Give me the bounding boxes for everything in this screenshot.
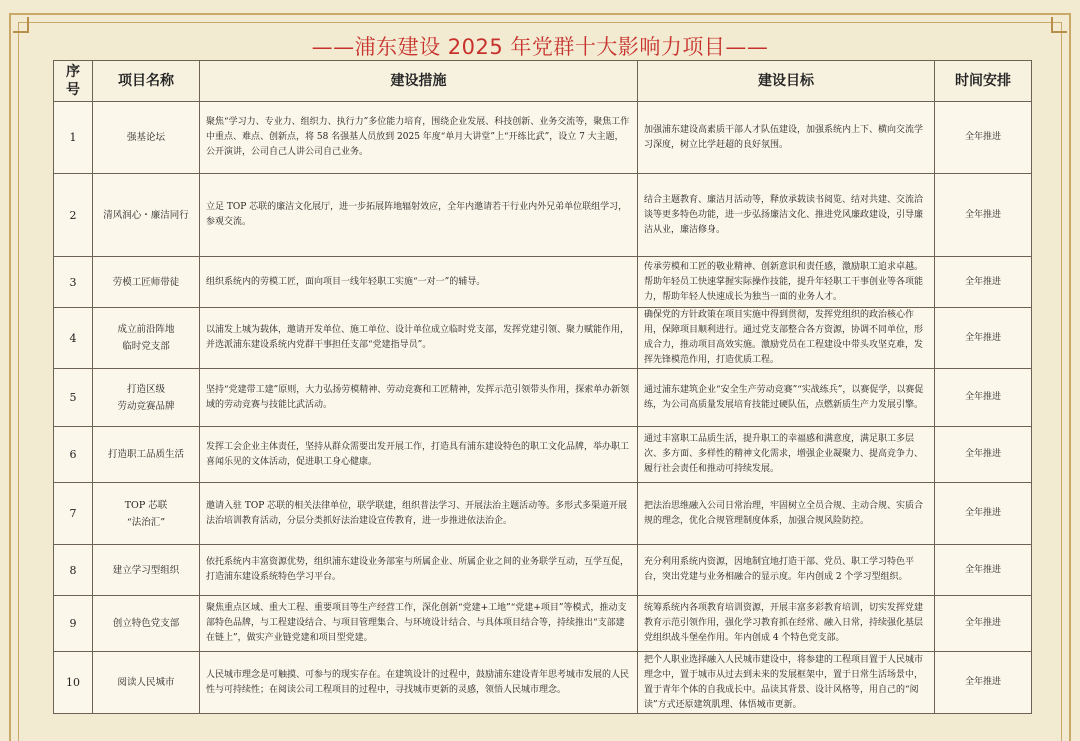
project-name-line: 阅读人民城市 — [117, 677, 175, 688]
project-name-line: 清风润心・廉洁同行 — [103, 209, 189, 221]
header-schedule: 时间安排 — [935, 61, 1032, 102]
construction-measures: 组织系统内的劳模工匠，面向项目一线年轻职工实施“一对一”的辅导。 — [200, 257, 638, 308]
row-number: 1 — [54, 102, 93, 174]
schedule: 全年推进 — [935, 483, 1032, 545]
construction-goals: 传承劳模和工匠的敬业精神、创新意识和责任感，激励职工追求卓越。帮助年轻员工快速掌握实际操作技能，提升年轻职工干事创业等各项能力，帮助年轻人快速成长为独当一面的业务人才。 — [638, 257, 935, 308]
row-number: 7 — [54, 483, 93, 545]
schedule: 全年推进 — [935, 427, 1032, 483]
project-name-line: 建立学习型组织 — [112, 564, 180, 576]
table-row — [54, 652, 1032, 714]
table-row — [54, 545, 1032, 596]
project-name — [93, 257, 200, 308]
row-number: 8 — [54, 545, 93, 596]
project-name-line: 创立特色党支部 — [112, 618, 180, 629]
construction-goals: 统筹系统内各项教育培训资源，开展丰富多彩教育培训，切实发挥党建教育示范引领作用，强化学习教育抓在经常、融入日常，持续强化基层党组织战斗堡垒作用。年内创成 4 个特色党支部。 — [638, 596, 935, 652]
row-number: 6 — [54, 427, 93, 483]
construction-measures: 聚焦“学习力、专业力、组织力、执行力”多位能力培育，围绕企业发展、科技创新、业务交流等，聚焦工作中重点、难点、创新点，将 58 名强基人员放到 2025 年度“单月大讲堂”上“开练比武”，设立 7 大主题，公开演讲，公司自己人讲公司自己业务。 — [200, 102, 638, 174]
table-row — [54, 596, 1032, 652]
construction-goals: 通过浦东建筑企业“安全生产劳动竞赛”“实战练兵”，以赛促学，以赛促练，为公司高质量发展培育技能过硬队伍，点燃新质生产力发展引擎。 — [638, 369, 935, 427]
row-number: 5 — [54, 369, 93, 427]
header-goals: 建设目标 — [638, 61, 935, 102]
construction-goals: 确保党的方针政策在项目实施中得到贯彻，发挥党组织的政治核心作用，保障项目顺利进行。通过党支部整合各方资源，协调不同单位，形成合力，推动项目高效实施。激励党员在工程建设中带头攻坚克难，发挥先锋模范作用，打造优质工程。 — [638, 308, 935, 369]
construction-goals: 把法治思维融入公司日常治理，牢固树立全员合规、主动合规、实质合规的理念，优化合规管理制度体系，加强合规风险防控。 — [638, 483, 935, 545]
project-name — [93, 545, 200, 596]
project-name — [93, 102, 200, 174]
project-name-line: 打造职工品质生活 — [107, 449, 184, 460]
construction-measures: 聚焦重点区域、重大工程、重要项目等生产经营工作，深化创新“党建+工地”“党建+项目”等模式，推动支部特色品牌，与工程建设结合、与项目管理集合、与环境设计结合、与具体项目结合等，持续推出“支部建在链上”，做实产业链党建和项目型党建。 — [200, 596, 638, 652]
schedule: 全年推进 — [935, 545, 1032, 596]
table-row — [54, 308, 1032, 369]
project-name-line: 成立前沿阵地 — [117, 324, 175, 335]
table-row — [54, 102, 1032, 174]
project-name-line: 劳动竞赛品牌 — [117, 400, 175, 412]
row-number: 4 — [54, 308, 93, 369]
table-header-row — [54, 61, 1032, 102]
schedule: 全年推进 — [935, 257, 1032, 308]
construction-goals: 充分利用系统内资源，因地制宜地打造干部、党员、职工学习特色平台，突出党建与业务相融合的显示度。年内创成 2 个学习型组织。 — [638, 545, 935, 596]
project-name-line: TOP 芯联 — [124, 499, 168, 511]
row-number: 10 — [54, 652, 93, 714]
project-name-line: 强基论坛 — [126, 132, 165, 143]
construction-measures: 以浦发上城为载体，邀请开发单位、施工单位、设计单位成立临时党支部，发挥党建引领、聚力赋能作用，并选派浦东建设系统内党群干事担任支部“党建指导员”。 — [200, 308, 638, 369]
construction-goals: 把个人职业选择融入人民城市建设中，将参建的工程项目置于人民城市理念中，置于城市从过去到未来的发展框架中，置于日常生活场景中，置于青年个体的自我成长中。品读其背景、设计风格等，用自己的“阅读”方式还原建筑肌理、体悟城市更新。 — [638, 652, 935, 714]
construction-measures: 人民城市理念是可触摸、可参与的现实存在。在建筑设计的过程中，鼓励浦东建设青年思考城市发展的人民性与可持续性；在阅读公司工程项目的过程中，寻找城市更新的灵感，领悟人民城市理念。 — [200, 652, 638, 714]
row-number: 3 — [54, 257, 93, 308]
schedule: 全年推进 — [935, 308, 1032, 369]
project-name — [93, 369, 200, 427]
table-row — [54, 483, 1032, 545]
project-name-line: 打造区级 — [126, 383, 165, 395]
schedule: 全年推进 — [935, 652, 1032, 714]
project-name — [93, 308, 200, 369]
project-name — [93, 427, 200, 483]
project-name-line: “法治汇” — [126, 516, 166, 528]
construction-goals: 加强浦东建设高素质干部人才队伍建设，加强系统内上下、横向交流学习深度，树立比学赶超的良好氛围。 — [638, 102, 935, 174]
table-row — [54, 174, 1032, 257]
project-name — [93, 596, 200, 652]
table-row — [54, 427, 1032, 483]
project-name — [93, 652, 200, 714]
header-no: 序号 — [54, 61, 93, 102]
schedule: 全年推进 — [935, 102, 1032, 174]
construction-measures: 立足 TOP 芯联的廉洁文化展厅，进一步拓展阵地辐射效应，全年内邀请若干行业内外兄弟单位联组学习，参观交流。 — [200, 174, 638, 257]
project-name — [93, 174, 200, 257]
schedule: 全年推进 — [935, 596, 1032, 652]
project-name — [93, 483, 200, 545]
project-name-line: 劳模工匠师带徒 — [112, 276, 180, 288]
construction-goals: 结合主题教育、廉洁月活动等，释放承载读书阅览、结对共建、交流洽谈等更多特色功能，进一步弘扬廉洁文化、推进党风廉政建设，引导廉洁从业，廉洁修身。 — [638, 174, 935, 257]
construction-measures: 坚持“党建带工建”原则，大力弘扬劳模精神、劳动竞赛和工匠精神，发挥示范引领带头作用，探索单办新领域的劳动竞赛与技能比武活动。 — [200, 369, 638, 427]
header-measures: 建设措施 — [200, 61, 638, 102]
schedule: 全年推进 — [935, 174, 1032, 257]
row-number: 9 — [54, 596, 93, 652]
construction-measures: 发挥工会企业主体责任，坚持从群众需要出发开展工作，打造具有浦东建设特色的职工文化品牌，举办职工喜闻乐见的文体活动，促进职工身心健康。 — [200, 427, 638, 483]
header-name: 项目名称 — [93, 61, 200, 102]
table-row — [54, 369, 1032, 427]
schedule: 全年推进 — [935, 369, 1032, 427]
construction-measures: 依托系统内丰富资源优势，组织浦东建设业务部室与所属企业、所属企业之间的业务联学互动，互学互促，打造浦东建设系统特色学习平台。 — [200, 545, 638, 596]
page-title: ——浦东建设 2025 年党群十大影响力项目—— — [311, 35, 769, 59]
construction-measures: 邀请入驻 TOP 芯联的相关法律单位，联学联建，组织普法学习、开展法治主题活动等。多形式多渠道开展法治培训教育活动，分层分类抓好法治建设宣传教育，进一步推进依法治企。 — [200, 483, 638, 545]
row-number: 2 — [54, 174, 93, 257]
table-row — [54, 257, 1032, 308]
project-table — [53, 60, 1032, 714]
project-name-line: 临时党支部 — [122, 341, 170, 352]
construction-goals: 通过丰富职工品质生活，提升职工的幸福感和满意度，满足职工多层次、多方面、多样性的精神文化需求，增强企业凝聚力、提高竞争力、履行社会责任和推动可持续发展。 — [638, 427, 935, 483]
